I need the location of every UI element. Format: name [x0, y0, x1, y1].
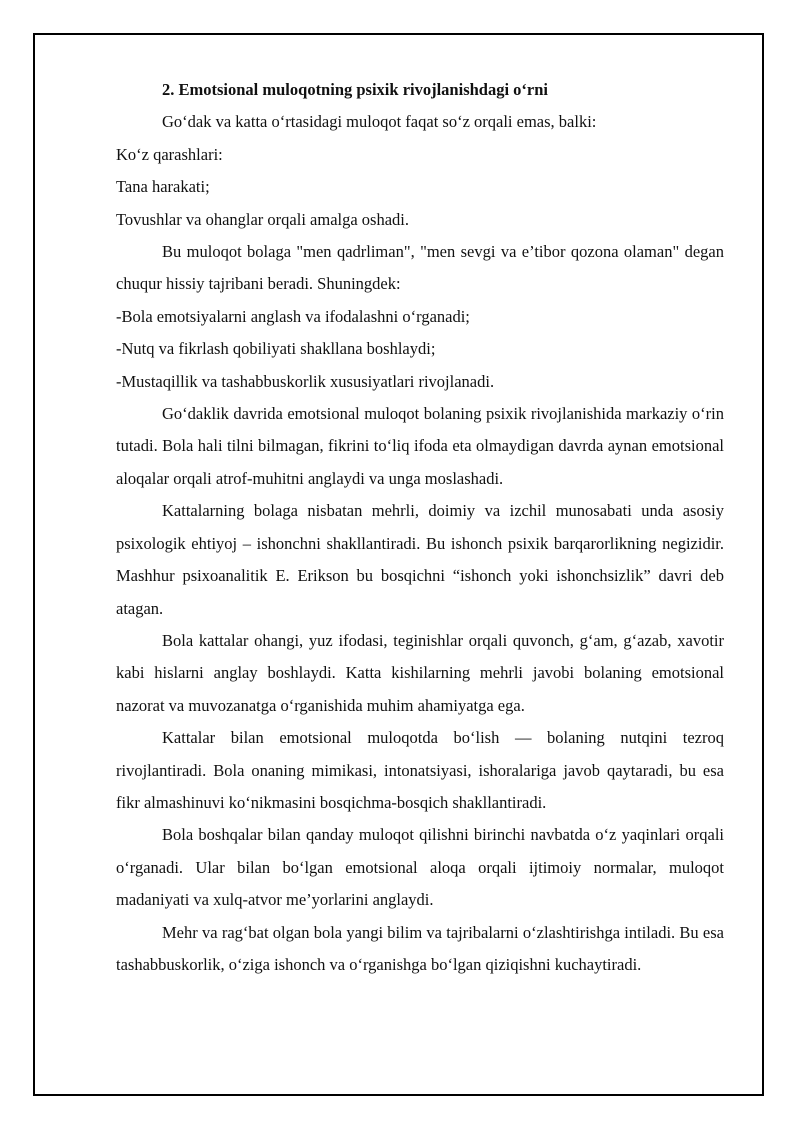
paragraph: Bu muloqot bolaga "men qadrliman", "men sevgi va e’tibor qozona olaman" degan chuqur hissiy tajribani beradi. Shuningdek: — [116, 242, 724, 294]
section-heading: 2. Emotsional muloqotning psixik rivojlanishdagi o‘rni — [162, 80, 549, 99]
means-item: Ko‘z qarashlari: — [116, 144, 223, 164]
intro-line: Go‘dak va katta o‘rtasidagi muloqot faqat so‘z orqali emas, balki: — [162, 112, 597, 132]
paragraph: Kattalar bilan emotsional muloqotda bo‘lish — bolaning nutqini tezroq rivojlantiradi. Bola onaning mimikasi, intonatsiyasi, ishoralariga javob qaytaradi, bu esa fikr almashinuvi ko‘nikmasini bosqichma-bosqich shakllantiradi. — [116, 728, 724, 812]
paragraph: Bola kattalar ohangi, yuz ifodasi, teginishlar orqali quvonch, g‘am, g‘azab, xavotir kabi hislarni anglay boshlaydi. Katta kishilarning mehrli javobi bolaning emotsional nazorat va muvozanatga o‘rganishida muhim ahamiyatga ega. — [116, 630, 724, 715]
outcome-item: -Mustaqillik va tashabbuskorlik xususiyatlari rivojlanadi. — [116, 371, 495, 391]
outcome-item: -Bola emotsiyalarni anglash va ifodalashni o‘rganadi; — [116, 306, 470, 326]
document-body — [116, 74, 724, 981]
means-item: Tovushlar va ohanglar orqali amalga oshadi. — [116, 209, 410, 229]
means-item: Tana harakati; — [116, 177, 210, 197]
outcome-item: -Nutq va fikrlash qobiliyati shakllana boshlaydi; — [116, 339, 436, 359]
paragraph: Kattalarning bolaga nisbatan mehrli, doimiy va izchil munosabati unda asosiy psixologik ehtiyoj – ishonchni shakllantiradi. Bu ishonch psixik barqarorlikning negizidir. Mashhur psixoanalitik E. Erikson bu bosqichni “ishonch yoki ishonchsizlik” davri deb atagan. — [116, 501, 724, 618]
paragraph: Go‘daklik davrida emotsional muloqot bolaning psixik rivojlanishida markaziy o‘rin tutadi. Bola hali tilni bilmagan, fikrini to‘liq ifoda eta olmaydigan davrda aynan emotsional aloqalar orqali atrof-muhitni anglaydi va unga moslashadi. — [116, 404, 724, 488]
paragraph: Bola boshqalar bilan qanday muloqot qilishni birinchi navbatda o‘z yaqinlari orqali o‘rganadi. Ular bilan bo‘lgan emotsional aloqa orqali ijtimoiy normalar, muloqot madaniyati va xulq-atvor me’yorlarini anglaydi. — [116, 825, 724, 910]
paragraph: Mehr va rag‘bat olgan bola yangi bilim va tajribalarni o‘zlashtirishga intiladi. Bu esa tashabbuskorlik, o‘ziga ishonch va o‘rganishga bo‘lgan qiziqishni kuchaytiradi. — [116, 922, 724, 974]
